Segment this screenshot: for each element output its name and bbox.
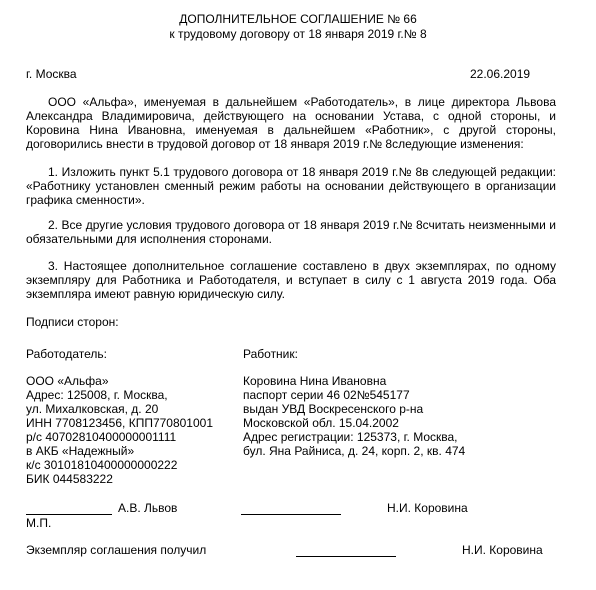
employee-line: Московской обл. 15.04.2002 — [243, 416, 399, 430]
receipt-signer: Н.И. Коровина — [462, 543, 543, 557]
stamp-mark: М.П. — [26, 516, 52, 530]
document-subtitle: к трудовому договору от 18 января 2019 г.№ 8 — [169, 27, 427, 41]
clause-3: 3. Настоящее дополнительное соглашение составлено в двух экземплярах, по одному экземпляру для Работника и Работодателя, и вступает в силу с 1 августа 2019 года. Оба экземпляра имеют равную юридическую силу. — [26, 259, 556, 301]
employee-signer: Н.И. Коровина — [387, 501, 468, 515]
employee-details — [243, 374, 465, 458]
city: г. Москва — [26, 67, 77, 81]
employer-signer: А.В. Львов — [118, 501, 178, 515]
employer-line: ул. Михалковская, д. 20 — [26, 402, 159, 416]
employer-heading: Работодатель: — [26, 347, 107, 361]
employer-line: р/с 40702810400000001111 — [26, 430, 177, 444]
employer-details — [26, 374, 213, 486]
employee-line: паспорт серии 46 02№545177 — [243, 388, 410, 402]
signatures-heading: Подписи сторон: — [26, 315, 119, 329]
employer-line: Адрес: 125008, г. Москва, — [26, 388, 168, 402]
employer-line: ООО «Альфа» — [26, 374, 109, 388]
employee-line: бул. Яна Райниса, д. 24, корп. 2, кв. 474 — [243, 444, 466, 458]
employer-line: ИНН 7708123456, КПП770801001 — [26, 416, 214, 430]
document-title: ДОПОЛНИТЕЛЬНОЕ СОГЛАШЕНИЕ № 66 — [179, 12, 417, 26]
employer-line: БИК 044583222 — [26, 472, 113, 486]
clause-1: 1. Изложить пункт 5.1 трудового договора от 18 января 2019 г.№ 8в следующей редакции: «Работнику установлен сменный режим работы на основании действующего в организации графика сменности». — [26, 165, 556, 207]
employee-line: выдан УВД Воскресенского р-на — [243, 402, 424, 416]
employee-heading: Работник: — [243, 347, 298, 361]
employer-line: к/с 30101810400000000222 — [26, 458, 178, 472]
employee-line: Адрес регистрации: 125373, г. Москва, — [243, 430, 458, 444]
receipt-label: Экземпляр соглашения получил — [26, 543, 207, 557]
employee-line: Коровина Нина Ивановна — [243, 374, 387, 388]
receipt-signature-line — [296, 556, 396, 557]
intro-paragraph: ООО «Альфа», именуемая в дальнейшем «Работодатель», в лице директора Львова Александра Владимировича, действующего на основании Устава, с одной стороны, и Коровина Нина Ивановна, именуемая в дальнейшем «Работник», с другой стороны, договорились внести в трудовой договор от 18 января 2019 г.№ 8следующие изменения: — [26, 95, 556, 151]
document-date: 22.06.2019 — [470, 67, 531, 81]
employee-signature-line — [241, 514, 341, 515]
clause-2: 2. Все другие условия трудового договора от 18 января 2019 г.№ 8считать неизменными и обязательными для исполнения сторонами. — [26, 218, 556, 246]
employer-signature-line — [26, 514, 112, 515]
employer-line: в АКБ «Надежный» — [26, 444, 135, 458]
